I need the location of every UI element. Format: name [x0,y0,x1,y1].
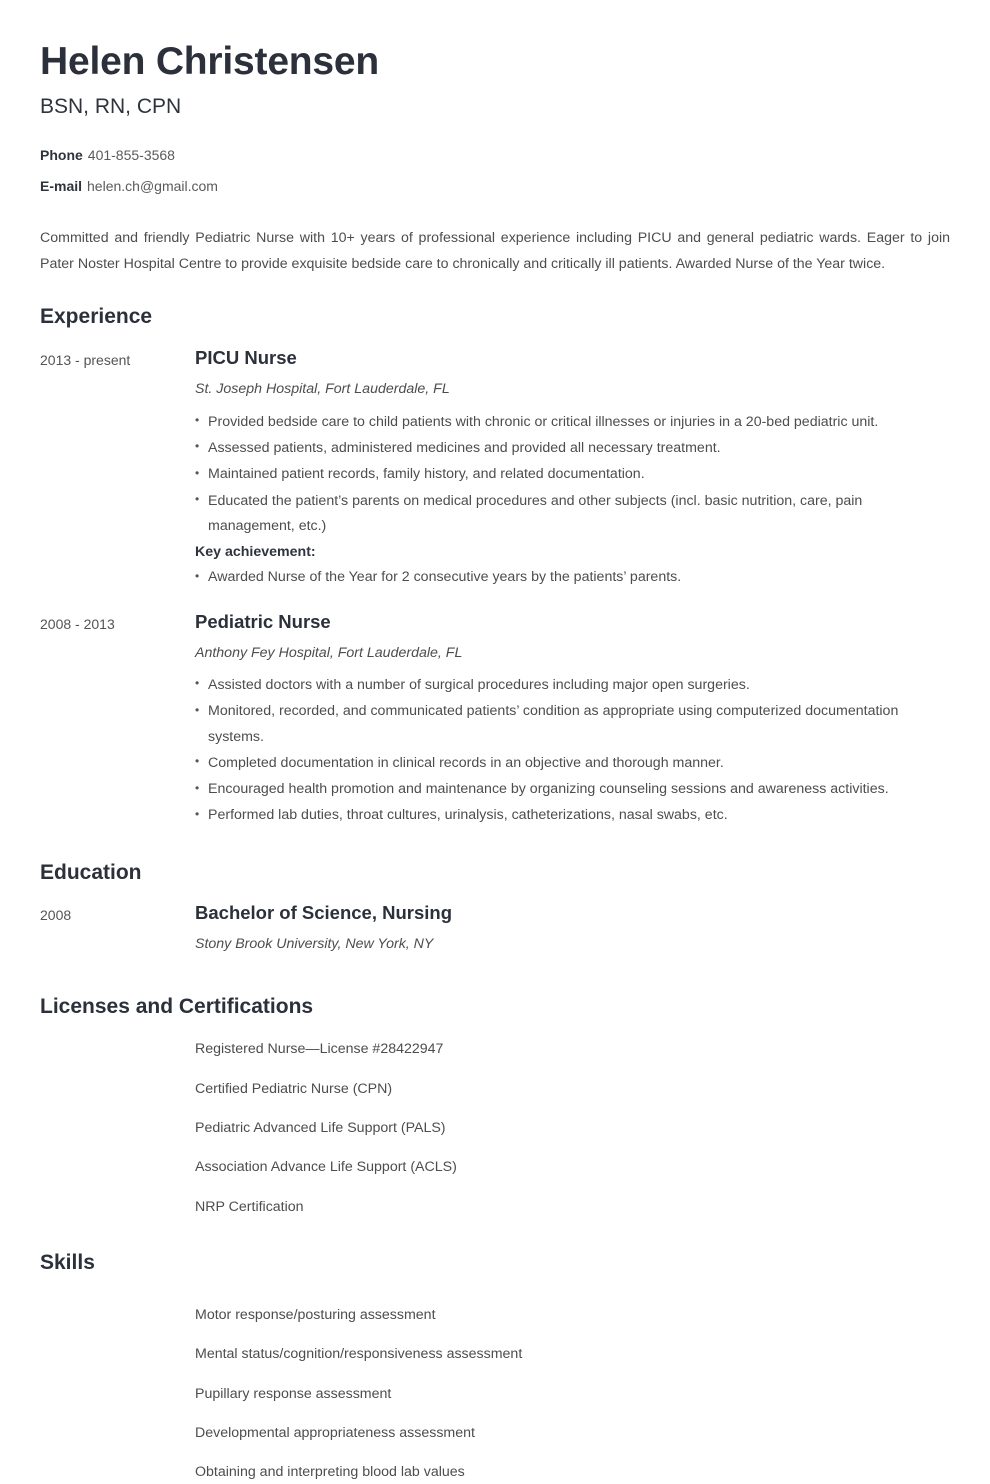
experience-employer: Anthony Fey Hospital, Fort Lauderdale, FL [195,644,463,661]
education-degree: Bachelor of Science, Nursing [195,901,453,923]
experience-job-title: PICU Nurse [195,347,297,369]
contact-email-value[interactable]: helen.ch@gmail.com [87,178,218,195]
section-education [40,860,950,965]
skills-list [40,1305,950,1483]
section-title-licenses: Licenses and Certifications [40,995,314,1019]
key-achievement-list [195,565,920,590]
list-item: Motor response/posturing assessment [195,1307,436,1324]
list-item: Pupillary response assessment [195,1385,392,1402]
list-item: • Maintained patient records, family history, and related documentation. [195,462,920,487]
list-item: Registered Nurse—License #28422947 [195,1041,444,1058]
experience-job-title: Pediatric Nurse [195,610,331,632]
professional-summary: Committed and friendly Pediatric Nurse with 10+ years of professional experience including PICU and general pediatric wards. Eager to join Pater Noster Hospital Centre to provide exquisite bedside care to chronically and critically ill patients. Awarded Nurse of the Year twice. [40,230,950,273]
experience-entry-body [195,346,950,591]
education-institution: Stony Brook University, New York, NY [195,935,434,952]
list-item: • Monitored, recorded, and communicated patients’ condition as appropriate using computerized documentation systems. [195,699,920,750]
licenses-list [40,1039,950,1217]
list-item: • Assessed patients, administered medicines and provided all necessary treatment. [195,436,920,461]
section-title-education: Education [40,860,142,884]
resume-header [40,40,950,196]
list-item: Developmental appropriateness assessment [195,1424,475,1441]
experience-bullet-list [195,410,920,539]
contact-email-label: E-mail [40,178,83,195]
candidate-name: Helen Christensen [40,40,380,83]
section-title-skills: Skills [40,1250,95,1274]
list-item: • Provided bedside care to child patients with chronic or critical illnesses or injuries in a 20-bed pediatric unit. [195,410,920,435]
section-licenses-certifications [40,994,950,1218]
list-item: • Completed documentation in clinical records in an objective and thorough manner. [195,751,920,776]
list-item: • Awarded Nurse of the Year for 2 consecutive years by the patients’ parents. [195,565,920,590]
list-item: Obtaining and interpreting blood lab values [195,1464,465,1481]
list-item: • Encouraged health promotion and maintenance by organizing counseling sessions and awareness activities. [195,777,920,802]
education-entry [40,901,950,964]
experience-entry-body [195,610,950,830]
contact-phone-label: Phone [40,146,83,163]
experience-bullet-list [195,673,920,829]
list-item: • Educated the patient’s parents on medical procedures and other subjects (incl. basic nutrition, care, pain management, etc.) [195,489,920,540]
list-item: Mental status/cognition/responsiveness assessment [195,1346,523,1363]
section-skills [40,1250,950,1484]
list-item: • Assisted doctors with a number of surgical procedures including major open surgeries. [195,673,920,698]
contact-email [40,176,950,196]
education-entry-date: 2008 [40,906,72,923]
contact-phone [40,145,950,165]
key-achievement-label: Key achievement: [195,544,316,561]
experience-entry [40,610,950,830]
list-item: Certified Pediatric Nurse (CPN) [195,1080,393,1097]
list-item: Pediatric Advanced Life Support (PALS) [195,1119,446,1136]
experience-entry [40,346,950,591]
education-entry-body [195,901,950,964]
list-item: NRP Certification [195,1198,304,1215]
experience-employer: St. Joseph Hospital, Fort Lauderdale, FL [195,381,450,398]
contact-phone-value[interactable]: 401-855-3568 [87,146,175,163]
candidate-credentials: BSN, RN, CPN [40,94,182,118]
experience-entry-date: 2008 - 2013 [40,615,115,632]
section-title-experience: Experience [40,305,153,329]
section-experience [40,304,950,830]
experience-entry-date: 2013 - present [40,352,131,369]
list-item: • Performed lab duties, throat cultures, urinalysis, catheterizations, nasal swabs, etc. [195,803,920,828]
list-item: Association Advance Life Support (ACLS) [195,1159,457,1176]
